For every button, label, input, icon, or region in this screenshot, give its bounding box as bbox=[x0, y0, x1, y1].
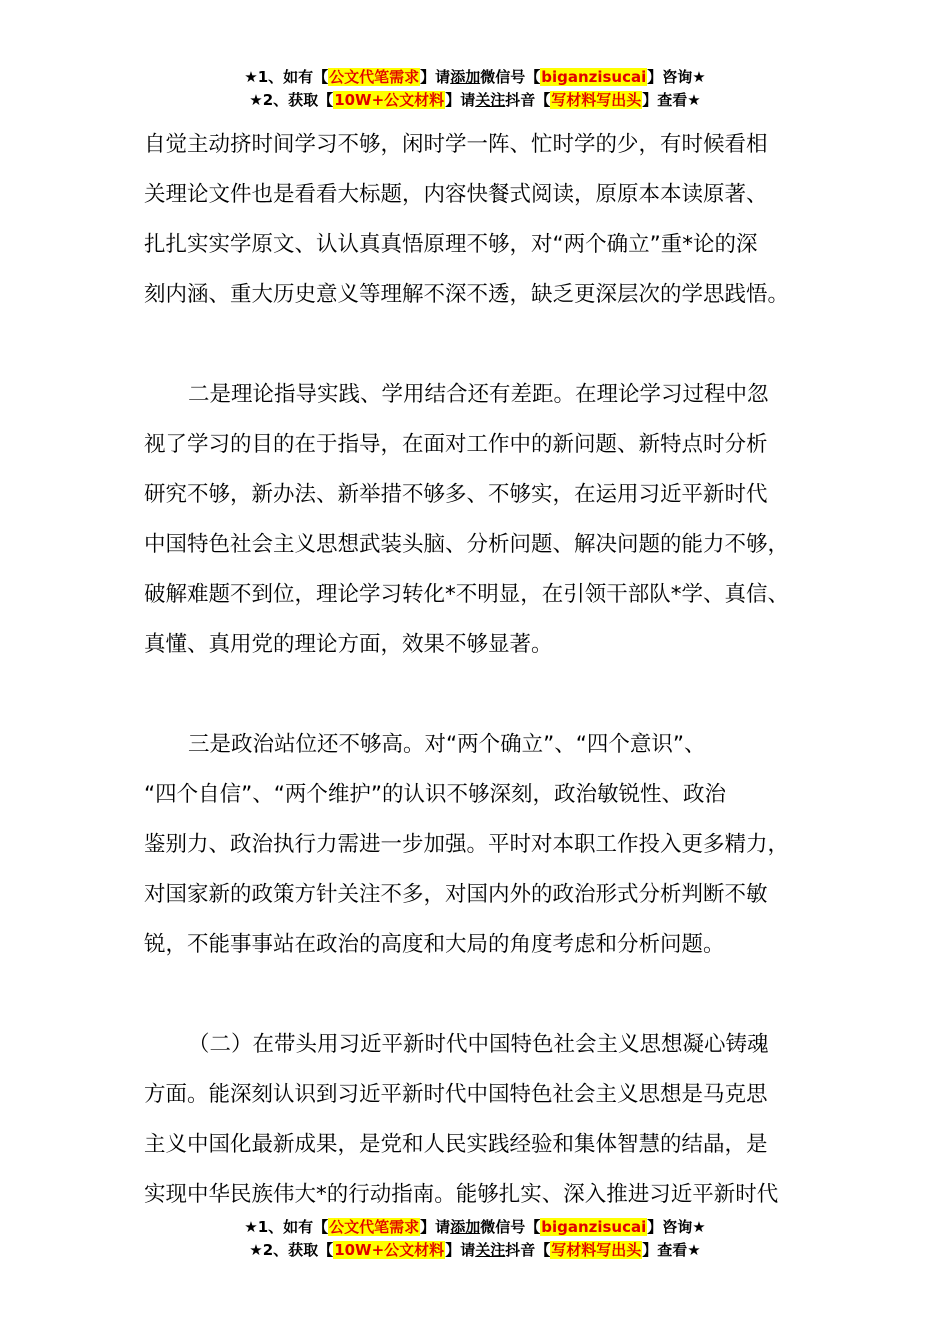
text-line: 自觉主动挤时间学习不够，闲时学一阵、忙时学的少，有时候看相 bbox=[144, 132, 768, 157]
text-line: 锐，不能事事站在政治的高度和大局的角度考虑和分析问题。 bbox=[144, 932, 725, 957]
highlight-materials: 10W+公文材料 bbox=[334, 91, 445, 109]
footer-banner bbox=[0, 1216, 950, 1262]
text-line: “四个自信”、“两个维护”的认识不够深刻，政治敏锐性、政治 bbox=[144, 782, 727, 807]
banner-text: 微信号【 bbox=[480, 1218, 541, 1236]
text-line: 实现中华民族伟大*的行动指南。能够扎实、深入推进习近平新时代 bbox=[144, 1182, 779, 1207]
banner-text: 】请 bbox=[420, 68, 451, 86]
paragraph-gap bbox=[144, 970, 834, 1020]
banner-text: 抖音【 bbox=[505, 1241, 551, 1259]
text-line: 中国特色社会主义思想武装头脑、分析问题、解决问题的能力不够， bbox=[144, 532, 790, 557]
banner-line-1 bbox=[0, 66, 950, 89]
text-line: 二是理论指导实践、学用结合还有差距。在理论学习过程中忽 bbox=[188, 382, 769, 407]
banner-text: ★2、获取【 bbox=[249, 1241, 334, 1259]
banner-text: 】请 bbox=[420, 1218, 451, 1236]
text-line: 鉴别力、政治执行力需进一步加强。平时对本职工作投入更多精力， bbox=[144, 832, 790, 857]
banner-text: ★2、获取【 bbox=[249, 91, 334, 109]
banner-line-2 bbox=[0, 1239, 950, 1262]
highlight-materials: 10W+公文材料 bbox=[334, 1241, 445, 1259]
text-line: 视了学习的目的在于指导，在面对工作中的新问题、新特点时分析 bbox=[144, 432, 768, 457]
underlined-word: 添加 bbox=[450, 68, 481, 86]
highlight-wechat-id: biganzisucai bbox=[541, 1218, 647, 1236]
banner-text: 】查看★ bbox=[642, 1241, 701, 1259]
header-banner bbox=[0, 66, 950, 112]
banner-text: ★1、如有【 bbox=[244, 68, 329, 86]
banner-text: 】查看★ bbox=[642, 91, 701, 109]
highlight-service: 公文代笔需求 bbox=[329, 68, 420, 86]
banner-text: 抖音【 bbox=[505, 91, 551, 109]
banner-text: 微信号【 bbox=[480, 68, 541, 86]
text-line: 扎扎实实学原文、认认真真悟原理不够，对“两个确立”重*论的深 bbox=[144, 232, 758, 257]
banner-text: ★1、如有【 bbox=[244, 1218, 329, 1236]
text-line: 主义中国化最新成果，是党和人民实践经验和集体智慧的结晶，是 bbox=[144, 1132, 768, 1157]
underlined-word: 关注 bbox=[475, 1241, 506, 1259]
highlight-service: 公文代笔需求 bbox=[329, 1218, 420, 1236]
banner-line-2 bbox=[0, 89, 950, 112]
document-body bbox=[144, 120, 834, 1220]
text-line: 真懂、真用党的理论方面，效果不够显著。 bbox=[144, 632, 553, 657]
banner-text: 】咨询★ bbox=[647, 1218, 706, 1236]
text-line: 刻内涵、重大历史意义等理解不深不透，缺乏更深层次的学思践悟。 bbox=[144, 282, 790, 307]
text-line: 破解难题不到位，理论学习转化*不明显，在引领干部队*学、真信、 bbox=[144, 582, 790, 607]
banner-text: 】请 bbox=[445, 1241, 476, 1259]
banner-text: 】请 bbox=[445, 91, 476, 109]
banner-line-1 bbox=[0, 1216, 950, 1239]
text-line: 方面。能深刻认识到习近平新时代中国特色社会主义思想是马克思 bbox=[144, 1082, 768, 1107]
text-line: （二）在带头用习近平新时代中国特色社会主义思想凝心铸魂 bbox=[188, 1032, 769, 1057]
highlight-wechat-id: biganzisucai bbox=[541, 68, 647, 86]
banner-text: 】咨询★ bbox=[647, 68, 706, 86]
paragraph-gap bbox=[144, 670, 834, 720]
underlined-word: 关注 bbox=[475, 91, 506, 109]
text-line: 关理论文件也是看看大标题，内容快餐式阅读，原原本本读原著、 bbox=[144, 182, 768, 207]
highlight-douyin-id: 写材料写出头 bbox=[551, 1241, 642, 1259]
text-line: 三是政治站位还不够高。对“两个确立”、“四个意识”、 bbox=[188, 732, 706, 757]
text-line: 对国家新的政策方针关注不多，对国内外的政治形式分析判断不敏 bbox=[144, 882, 768, 907]
highlight-douyin-id: 写材料写出头 bbox=[551, 91, 642, 109]
paragraph-gap bbox=[144, 320, 834, 370]
underlined-word: 添加 bbox=[450, 1218, 481, 1236]
text-line: 研究不够，新办法、新举措不够多、不够实，在运用习近平新时代 bbox=[144, 482, 768, 507]
